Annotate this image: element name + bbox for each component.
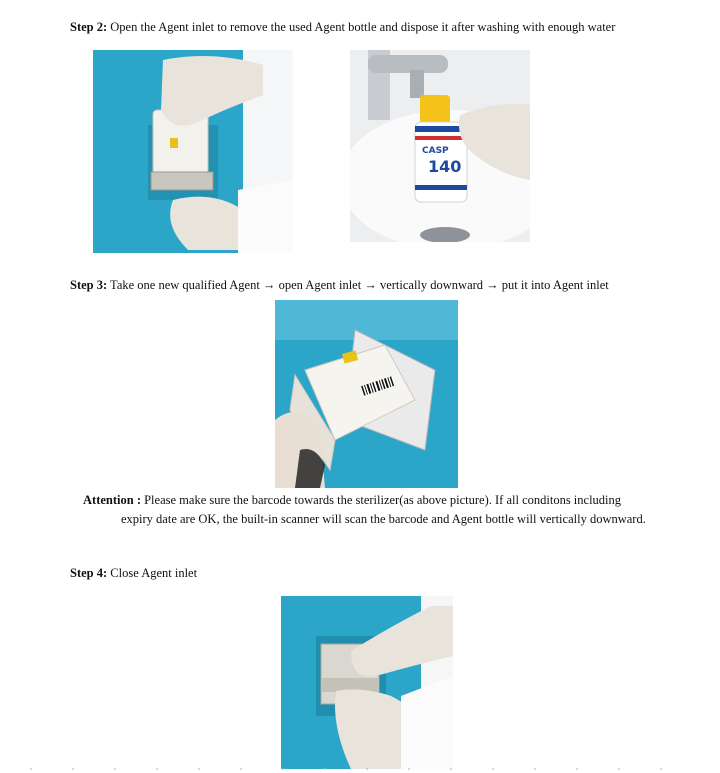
attention-label: Attention : [83, 493, 141, 507]
photo-remove-agent-bottle [93, 50, 293, 253]
bottle-brand-text: CASP [422, 146, 449, 156]
photo-wash-agent-bottle [350, 50, 530, 242]
attention-text-line2: expiry date are OK, the built-in scanner will scan the barcode and Agent bottle will vertically downward. [121, 512, 646, 526]
step3-label: Step 3: [70, 278, 108, 292]
page-bottom-edge [30, 768, 690, 770]
step4-instruction [70, 566, 197, 581]
step2-text: Open the Agent inlet to remove the used Agent bottle and dispose it after washing with enough water [107, 20, 616, 34]
attention-text-line1: Please make sure the barcode towards the sterilizer(as above picture). If all conditons including [140, 493, 622, 507]
step2-label: Step 2: [70, 20, 108, 34]
step4-label: Step 4: [70, 566, 108, 580]
photo-insert-agent-bottle [275, 300, 458, 488]
step4-text: Close Agent inlet [107, 566, 198, 580]
bottle-number-text: 140 [428, 157, 462, 176]
step3-text: Take one new qualified Agent → open Agent inlet → vertically downward → put it into Agent inlet [107, 278, 609, 292]
step2-instruction [70, 20, 615, 35]
attention-note-line1 [83, 493, 621, 508]
step3-instruction [70, 278, 609, 293]
photo-close-agent-inlet [281, 596, 453, 769]
attention-note-line2 [121, 512, 646, 527]
